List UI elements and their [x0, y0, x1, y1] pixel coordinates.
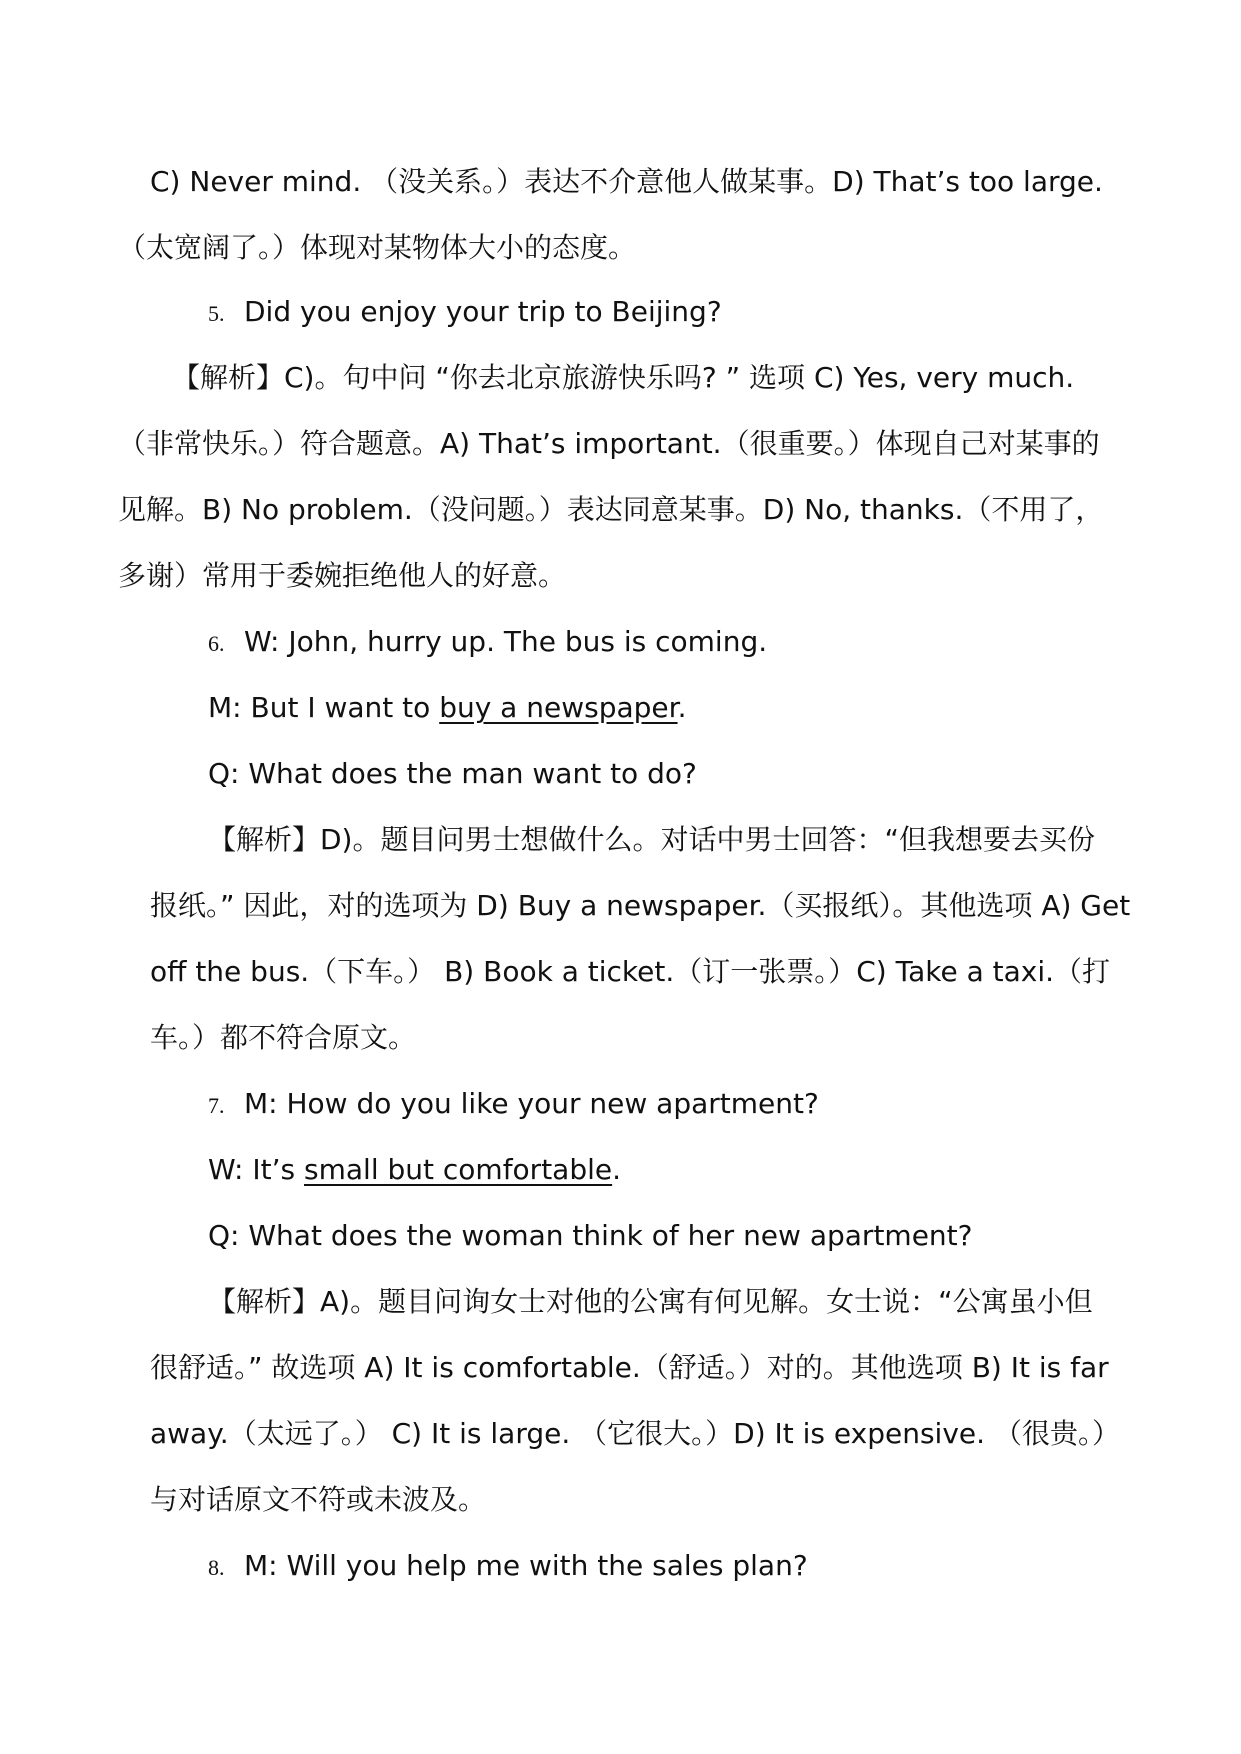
question-7 — [208, 1084, 819, 1126]
dialogue-line — [208, 1150, 621, 1190]
text-line: off the bus.（下车。） B) Book a ticket.（订一张票。）C) Take a taxi.（打 — [150, 955, 1111, 988]
question-text: M: How do you like your new apartment? — [244, 1087, 819, 1120]
question-8 — [208, 1546, 808, 1588]
dialogue-line: Q: What does the man want to do? — [208, 757, 697, 790]
question-number: 8. — [208, 1555, 225, 1580]
text-line: 【解析】A)。题目问询女士对他的公寓有何见解。女士说：“公寓虽小但 — [208, 1285, 1093, 1318]
question-number: 6. — [208, 631, 225, 656]
dialogue-prefix: M: But I want to — [208, 691, 440, 724]
question-number: 7. — [208, 1093, 225, 1118]
underlined-answer: buy a newspaper — [439, 691, 678, 724]
text-line: 与对话原文不符或未波及。 — [150, 1483, 487, 1516]
text-line: 车。）都不符合原文。 — [150, 1021, 417, 1054]
text-line: 报纸。” 因此，对的选项为 D) Buy a newspaper.（买报纸）。其他选项 A) Get — [150, 889, 1131, 922]
question-6 — [208, 622, 767, 664]
text-line: 【解析】C)。句中问 “你去北京旅游快乐吗? ” 选项 C) Yes, very much. — [172, 361, 1075, 394]
dialogue-prefix: W: It’s — [208, 1153, 305, 1186]
dialogue-suffix: . — [612, 1153, 622, 1186]
dialogue-line — [208, 688, 686, 728]
question-text: W: John, hurry up. The bus is coming. — [244, 625, 768, 658]
underlined-answer: small but comfortable — [304, 1153, 613, 1186]
dialogue-line: Q: What does the woman think of her new apartment? — [208, 1219, 973, 1252]
text-line: 【解析】D)。题目问男士想做什么。对话中男士回答：“但我想要去买份 — [208, 823, 1095, 856]
text-line: 见解。B) No problem.（没问题。）表达同意某事。D) No, thanks.（不用了， — [118, 493, 1104, 526]
dialogue-suffix: . — [677, 691, 687, 724]
text-line: 很舒适。” 故选项 A) It is comfortable.（舒适。）对的。其他选项 B) It is far — [150, 1351, 1109, 1384]
text-line: C) Never mind. （没关系。）表达不介意他人做某事。D) That’s too large. — [150, 165, 1103, 198]
question-text: M: Will you help me with the sales plan? — [244, 1549, 808, 1582]
text-line: （太宽阔了。）体现对某物体大小的态度。 — [118, 231, 637, 264]
question-text: Did you enjoy your trip to Beijing? — [244, 295, 722, 328]
text-line: away.（太远了。） C) It is large. （它很大。）D) It is expensive. （很贵。） — [150, 1417, 1120, 1450]
text-line: （非常快乐。）符合题意。A) That’s important.（很重要。）体现自己对某事的 — [118, 427, 1100, 460]
text-line: 多谢）常用于委婉拒绝他人的好意。 — [118, 559, 567, 592]
question-number: 5. — [208, 301, 225, 326]
question-5 — [208, 292, 722, 334]
